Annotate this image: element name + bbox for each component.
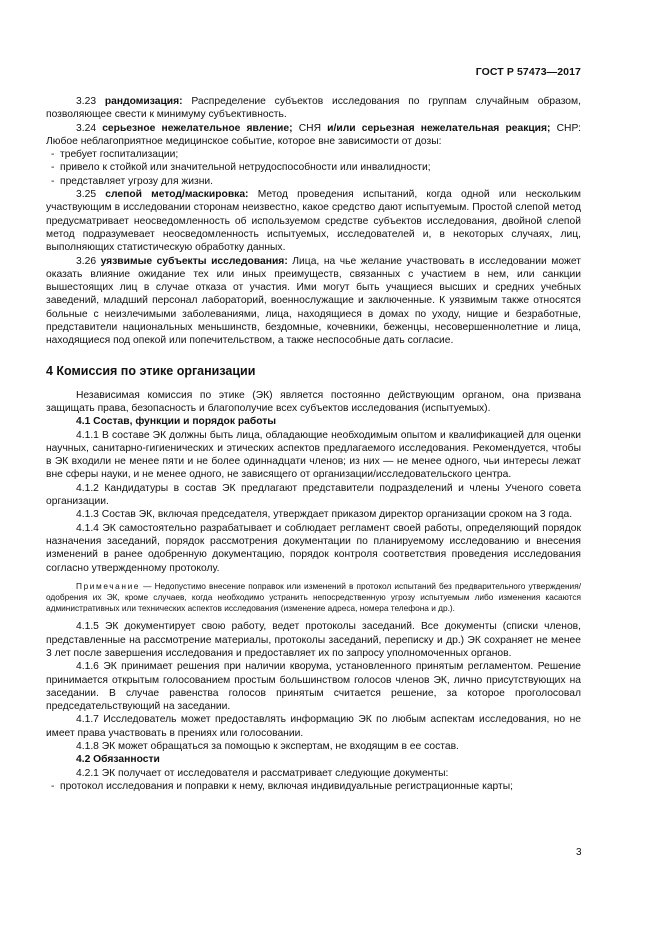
paragraph: 4.1.2 Кандидатуры в состав ЭК предлагают представители подразделений и члены Ученого совета организации.: [46, 482, 581, 508]
term-3-23: [46, 95, 581, 122]
paragraph: 4.1.5 ЭК документирует свою работу, ведет протоколы заседаний. Все документы (списки членов, представленные на рассмотрение материалы, протоколы заседаний, переписку и др.) ЭК сохраняет не менее 3 лет после завершения исследования и предоставляет их по запросу уполномоченных органов.: [46, 621, 581, 659]
note: [46, 581, 581, 615]
list-item: - привело к стойкой или значительной нетрудоспособности или инвалидности;: [46, 161, 581, 174]
document-code-header: ГОСТ Р 57473—2017: [475, 66, 581, 78]
paragraph: 4.1.8 ЭК может обращаться за помощью к экспертам, не входящим в ее состав.: [76, 741, 459, 753]
paragraph: 4.1.6 ЭК принимает решения при наличии кворума, установленного принятым регламентом. Решение принимается открытым голосованием простым большинством голосов членов ЭК, лично присутствующих на заседании. В случае равенства голосов принятым считается решение, за которое проголосовал председательствующий на заседании.: [46, 661, 581, 713]
paragraph: Независимая комиссия по этике (ЭК) является постоянно действующим органом, она призвана защищать права, безопасность и благополучие всех субъектов исследования (испытуемых).: [46, 389, 581, 414]
note-label: Примечание: [76, 580, 141, 591]
term-definition: Распределение субъектов исследования по группам случайным образом, позволяющее свести к минимуму субъективность.: [46, 96, 581, 121]
paragraph: 4.1.3 Состав ЭК, включая председателя, утверждает приказом директор организации сроком на 3 года.: [76, 509, 573, 521]
term-3-25: [46, 188, 581, 254]
page-number: 3: [576, 847, 582, 858]
term-title: уязвимые субъекты исследования:: [100, 255, 288, 267]
note-text: — Недопустимо внесение поправок или изменений в протокол испытаний без предварительного утверждения/одобрения их ЭК, кроме случаев, когда необходимо устранить непосредственную угрозу испытуемым либо изменения касаются административных или технических аспектов исследования (изменение адреса, номера телефона и др.).: [46, 580, 581, 614]
term-title: серьезное нежелательное явление;: [102, 122, 293, 134]
term-title-alt: и/или серьезная нежелательная реакция;: [327, 122, 551, 134]
term-number: 3.25: [76, 189, 97, 201]
term-definition: Метод проведения испытаний, когда одной или нескольким участвующим в исследовании сторонам неизвестно, какое средство дают испытуемым. Простой слепой метод предусматривает неосведомленность об используемом средстве субъектов исследования, двойной слепой метод подразумевает неосведомленность испытуемых, исследователей и, в некоторых случаях, лиц, выполняющих статистическую обработку данных.: [46, 189, 581, 254]
term-title: рандомизация:: [104, 96, 183, 107]
term-definition: СНР: Любое неблагоприятное медицинское событие, которое вне зависимости от дозы:: [46, 122, 581, 147]
paragraph: 4.2.1 ЭК получает от исследователя и рассматривает следующие документы:: [76, 767, 449, 779]
list-item: - требует госпитализации;: [46, 148, 581, 161]
paragraph: 4.1.4 ЭК самостоятельно разрабатывает и соблюдает регламент своей работы, определяющий порядок назначения заседаний, порядок рассмотрения документации по планируемому исследованию и внесения изменений в ранее одобренную документацию, порядок контроля соответствия проведения исследования согласно утвержденному протоколу.: [46, 522, 581, 574]
page-content: [46, 95, 581, 793]
subsection-heading: 4.1 Состав, функции и порядок работы: [76, 416, 277, 428]
term-number: 3.23: [76, 96, 97, 107]
list-item: - протокол исследования и поправки к нему, включая индивидуальные регистрационные карты;: [46, 780, 581, 793]
list-item: - представляет угрозу для жизни.: [46, 175, 581, 188]
term-title: слепой метод/маскировка:: [105, 189, 249, 201]
subsection-heading: 4.2 Обязанности: [76, 754, 160, 766]
term-3-24: [46, 122, 581, 149]
paragraph: 4.1.7 Исследователь может предоставлять информацию ЭК по любым аспектам исследования, но не имеет права участвовать в прениях или голосовании.: [46, 714, 581, 739]
term-number: 3.26: [76, 255, 97, 267]
term-abbreviation: СНЯ: [298, 122, 322, 134]
section-heading: 4 Комиссия по этике организации: [46, 363, 256, 378]
term-definition: Лица, на чье желание участвовать в исследовании может оказать влияние ожидание тех или иных преимуществ, связанных с участием в нем, или санкции вышестоящих лиц в случае отказа от участия. Ими могут быть учащиеся высших и средних учебных заведений, младший персонал лабораторий, военнослужащие и заключенные. К уязвимым также относятся больные с неизлечимыми заболеваниями, лица, находящиеся в домах по уходу, нищие и безработные, представители национальных меньшинств, бездомные, кочевники, беженцы, несовершеннолетние и лица, находящиеся под опекой или попечительством, а также неспособные дать согласие.: [46, 255, 581, 347]
paragraph: 4.1.1 В составе ЭК должны быть лица, обладающие необходимым опытом и квалификацией для оценки научных, санитарно-гигиенических и этических аспектов предлагаемого исследования. Рекомендуется, чтобы в ЭК входили не менее пяти и не более одиннадцати членов; из них — не менее одного, чьи интересы лежат вне сферы науки, и не менее одного, не зависящего от организации/исследовательского центра.: [46, 429, 581, 481]
term-number: 3.24: [76, 122, 97, 134]
term-3-26: [46, 255, 581, 348]
